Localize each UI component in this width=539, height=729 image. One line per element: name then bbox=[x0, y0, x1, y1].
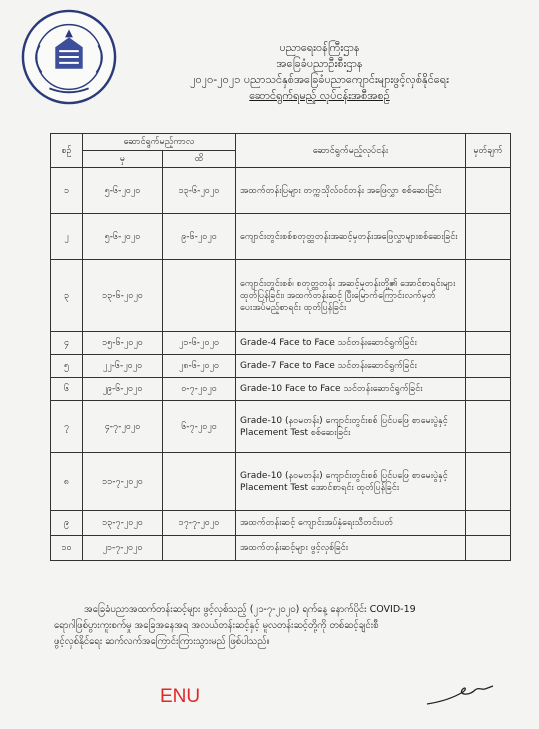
row-to-date: ၁၇-၇-၂၀၂၀ bbox=[163, 511, 236, 536]
table-row bbox=[51, 332, 511, 355]
row-no: ၉ bbox=[51, 511, 83, 536]
row-from-date: ၁၃-၆-၂၀၂၀ bbox=[83, 260, 163, 332]
row-to-date: ၂၈-၆-၂၀၂၀ bbox=[163, 355, 236, 378]
row-no: ၁၀ bbox=[51, 536, 83, 561]
row-task: အထက်တန်းဆင့်များ ဖွင့်လှစ်ခြင်း bbox=[236, 536, 466, 561]
table-row bbox=[51, 401, 511, 453]
row-to-date bbox=[163, 453, 236, 511]
header-task: ဆောင်ရွက်မည့်လုပ်ငန်း bbox=[236, 134, 466, 168]
row-no: ၅ bbox=[51, 355, 83, 378]
row-remark bbox=[466, 355, 511, 378]
table-row bbox=[51, 453, 511, 511]
row-from-date: ၂၂-၆-၂၀၂၀ bbox=[83, 355, 163, 378]
row-task: Grade-7 Face to Face သင်တန်းဆောင်ရွက်ခြင်း bbox=[236, 355, 466, 378]
row-task: Grade-4 Face to Face သင်တန်းဆောင်ရွက်ခြင်း bbox=[236, 332, 466, 355]
row-task: Grade-10 (နဝမတန်း) ကျောင်းတွင်းစစ် ပြင်ပဖြေ စာမေးပွဲနှင့် Placement Test အောင်စာရင်း ထုတ်ပြန်ခြင်း bbox=[236, 453, 466, 511]
row-to-date: ၁၃-၆-၂၀၂၀ bbox=[163, 168, 236, 214]
row-remark bbox=[466, 332, 511, 355]
footer-note bbox=[54, 602, 519, 650]
header-to: ထိ bbox=[163, 151, 236, 168]
row-remark bbox=[466, 378, 511, 401]
document-title: ဆောင်ရွက်ရမည့် လုပ်ငန်းအစီအစဉ် bbox=[249, 89, 390, 102]
row-from-date: ၁၅-၆-၂၀၂၀ bbox=[83, 332, 163, 355]
table-row bbox=[51, 214, 511, 260]
row-remark bbox=[466, 168, 511, 214]
row-task: အထက်တန်းဆင့် ကျောင်းအပ်နှံရေးသီတင်းပတ် bbox=[236, 511, 466, 536]
schedule-table bbox=[50, 133, 511, 561]
department-name: အခြေခံပညာဦးစီးဌာန bbox=[276, 57, 363, 70]
row-to-date bbox=[163, 536, 236, 561]
table-header-row bbox=[51, 134, 511, 151]
signature bbox=[425, 678, 495, 708]
ministry-seal-logo bbox=[20, 8, 118, 106]
row-from-date: ၂၉-၆-၂၀၂၀ bbox=[83, 378, 163, 401]
header-from: မှ bbox=[83, 151, 163, 168]
row-no: ၈ bbox=[51, 453, 83, 511]
row-task: Grade-10 (နဝမတန်း) ကျောင်းတွင်းစစ် ပြင်ပဖြေ စာမေးပွဲနှင့် Placement Test စစ်ဆေးခြင်း bbox=[236, 401, 466, 453]
row-remark bbox=[466, 401, 511, 453]
footer-note-line: ဖွင့်လှစ်နိုင်ရေး ဆက်လက်အကြောင်းကြားသွားမည် ဖြစ်ပါသည်။ bbox=[54, 636, 270, 647]
row-no: ၇ bbox=[51, 401, 83, 453]
row-from-date: ၂၁-၇-၂၀၂၀ bbox=[83, 536, 163, 561]
row-to-date: ၂၁-၆-၂၀၂၀ bbox=[163, 332, 236, 355]
row-from-date: ၄-၇-၂၀၂၀ bbox=[83, 401, 163, 453]
row-no: ၁ bbox=[51, 168, 83, 214]
row-from-date: ၅-၆-၂၀၂၀ bbox=[83, 214, 163, 260]
row-remark bbox=[466, 260, 511, 332]
row-no: ၂ bbox=[51, 214, 83, 260]
table-row bbox=[51, 511, 511, 536]
table-row bbox=[51, 378, 511, 401]
row-remark bbox=[466, 214, 511, 260]
row-to-date: ၀-၇-၂၀၂၀ bbox=[163, 378, 236, 401]
row-remark bbox=[466, 536, 511, 561]
row-task: ကျောင်းတွင်းစစ်စတုတ္ထတန်းအဆင့်မှတန်းအဖြေလွှာများစစ်ဆေးခြင်း bbox=[236, 214, 466, 260]
row-task: Grade-10 Face to Face သင်တန်းဆောင်ရွက်ခြင်း bbox=[236, 378, 466, 401]
header-period: ဆောင်ရွက်မည့်ကာလ bbox=[83, 134, 236, 151]
row-no: ၃ bbox=[51, 260, 83, 332]
document-header bbox=[120, 40, 519, 104]
table-row bbox=[51, 536, 511, 561]
ministry-name: ပညာရေးဝန်ကြီးဌာန bbox=[279, 41, 360, 54]
row-from-date: ၁၃-၇-၂၀၂၀ bbox=[83, 511, 163, 536]
row-remark bbox=[466, 453, 511, 511]
row-from-date: ၁၁-၇-၂၀၂၀ bbox=[83, 453, 163, 511]
row-to-date: ၆-၇-၂၀၂၀ bbox=[163, 401, 236, 453]
row-to-date: ၉-၆-၂၀၂၀ bbox=[163, 214, 236, 260]
footer-note-line: အခြေခံပညာအထက်တန်းဆင့်များ ဖွင့်လှစ်သည့် (၂၁-၇-၂၀၂၀) ရက်နေ့ နောက်ပိုင်း COVID-19 bbox=[84, 604, 416, 615]
document-subject: ၂၀၂၀-၂၀၂၁ ပညာသင်နှစ်အခြေခံပညာကျောင်းများဖွင့်လှစ်နိုင်ရေး bbox=[190, 73, 449, 86]
row-from-date: ၅-၆-၂၀၂၀ bbox=[83, 168, 163, 214]
row-task: အထက်တန်းပြများ တက္ကသိုလ်ဝင်တန်း အဖြေလွှာ စစ်ဆေးခြင်း bbox=[236, 168, 466, 214]
row-no: ၄ bbox=[51, 332, 83, 355]
table-row bbox=[51, 260, 511, 332]
header-no: စဉ် bbox=[51, 134, 83, 168]
row-remark bbox=[466, 511, 511, 536]
table-row bbox=[51, 355, 511, 378]
row-to-date bbox=[163, 260, 236, 332]
header-remark: မှတ်ချက် bbox=[466, 134, 511, 168]
row-no: ၆ bbox=[51, 378, 83, 401]
row-task: ကျောင်းတွင်းစစ်၊ စတုတ္ထတန်း အဆင့်မှတန်းတို့၏ အောင်စာရင်းများထုတ်ပြန်ခြင်း၊ အထက်တန်းဆင့် ပြီးမြောက်ကြောင်းလက်မှတ်ပေးအပ်မည့်စာရင်း ထုတ်ပြန်ခြင်း bbox=[236, 260, 466, 332]
watermark-label: ENU bbox=[160, 686, 201, 707]
table-row bbox=[51, 168, 511, 214]
footer-note-line: ရောဂါဖြစ်ပွားကူးစက်မှု အခြေအနေအရ အလယ်တန်းဆင့်နှင့် မူလတန်းဆင့်တို့ကို တစ်ဆင့်ချင်းစီ bbox=[54, 620, 379, 631]
